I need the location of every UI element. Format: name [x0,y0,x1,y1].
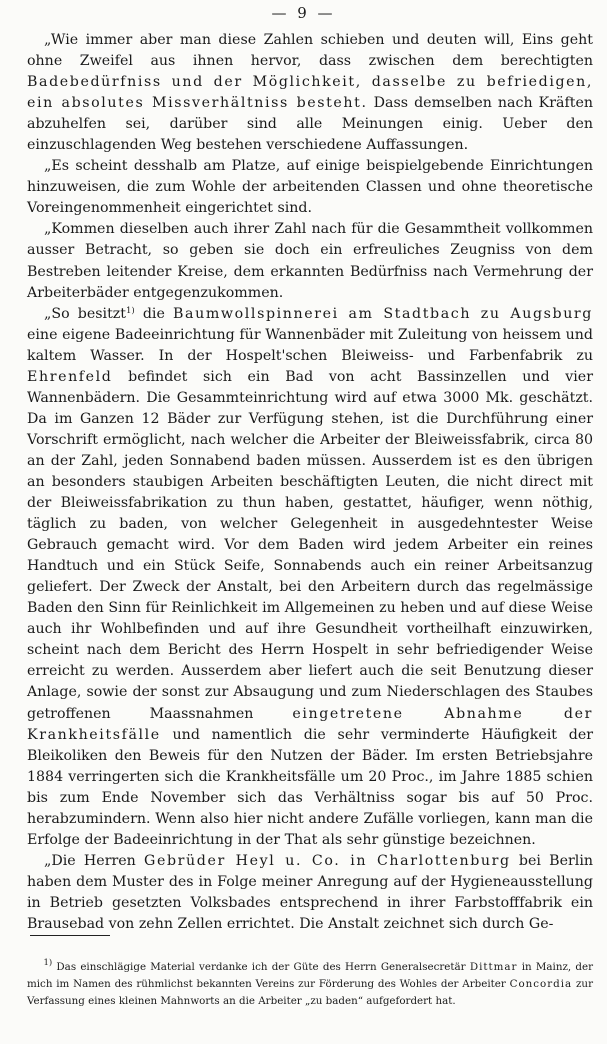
text-run: in Mainz, der mich im Namen des rühmlichst bekannten Vereins zur Förderung des Wohles der Arbeiter [27,961,593,990]
footnote-number: 1) [43,958,53,968]
paragraph-5 [27,851,593,935]
text-run: „Die Herren [44,852,145,869]
footnote-marker: 1) [125,305,135,316]
text-run: zur Verfassung eines kleinen Mahnworts an die Arbeiter „zu baden“ aufgefordert hat. [27,978,593,1007]
footnote [27,959,593,1010]
spaced-emphasis: Badebedürfniss und der Möglichkeit, dasselbe zu befriedigen, ein absolutes Missverhältniss besteht. [27,74,593,112]
text-run: die [134,305,174,322]
text-run: und namentlich die sehr verminderte Häufigkeit der Bleikoliken den Beweis für den Nutzen der Bäder. Im ersten Betriebsjahre 1884 verringerten sich die Krankheitsfälle um 20 Proc., im Jahre 1885 schien bis zum Ende November sich das Verhältniss sogar bis auf 50 Proc. herabzumindern. Wenn also hier nicht andere Zufälle vorliegen, kann man die Erfolge der Badeeinrichtung in der That als sehr günstige bezeichnen. [27,726,593,848]
paragraph-3 [27,219,593,303]
text-run: „Wie immer aber man diese Zahlen schieben und deuten will, Eins geht ohne Zweifel aus ihnen hervor, dass zwischen dem berechtigten [27,32,593,70]
paragraph-4 [27,304,593,851]
text-run: eine eigene Badeeinrichtung für Wannenbäder mit Zuleitung von heissem und kaltem Wasser. In der Hospelt'schen Bleiweiss- und Farbenfabrik zu [27,326,593,364]
text-run: bei Berlin haben dem Muster des in Folge meiner Anregung auf der Hygieneausstellung in Betrieb gesetzten Volksbades entsprechend in ihrer Farbstofffabrik ein Brausebad von zehn Zellen errichtet. Die Anstalt zeichnet sich durch Ge- [27,852,594,932]
body-text [27,30,593,935]
text-run: Dass demselben nach Kräften abzuhelfen sei, darüber sind alle Meinungen einig. Ueber den einzuschlagenden Weg bestehen verschiedene Auffassungen. [27,95,593,154]
spaced-emphasis: Baumwollspinnerei am Stadtbach zu Augsburg [173,305,593,322]
paragraph-2 [27,156,593,219]
text-run: befindet sich ein Bad von acht Bassinzellen und vier Wannenbädern. Die Gesammteinrichtung wird auf etwa 3000 Mk. geschätzt. Da im Ganzen 12 Bäder zur Verfügung stehen, ist die Durchführung einer Vorschrift ermöglicht, nach welcher die Arbeiter der Bleiweissfabrik, circa 80 an der Zahl, jeden Sonnabend baden müssen. Ausserdem ist es den übrigen an besonders staubigen Arbeiten beschäftigten Leuten, die nicht direct mit der Bleiweissfabrikation zu thun haben, gestattet, häufiger, wenn nöthig, täglich zu baden, von welcher Gelegenheit in ausgedehntester Weise Gebrauch gemacht wird. Vor dem Baden wird jedem Arbeiter ein reines Handtuch und ein Stück Seife, Sonnabends auch ein reiner Arbeitsanzug geliefert. Der Zweck der Anstalt, bei den Arbeitern durch das regelmässige Baden den Sinn für Reinlichkeit im Allgemeinen zu heben und auf diese Weise auch ihr Wohlbefinden und auf ihre Gesundheit vortheilhaft einzuwirken, scheint nach dem Bericht des Herrn Hospelt in sehr befriedigender Weise erreicht zu werden. Ausserdem aber liefert auch die seit Benutzung dieser Anlage, sowie der sonst zur Absaugung und zum Niederschlagen des Staubes getroffenen Maassnahmen [27,368,593,722]
spaced-emphasis: Concordia [509,978,573,990]
text-run: Das einschlägige Material verdanke ich der Güte des Herrn Generalsecretär [52,961,470,973]
page-number: — 9 — [271,4,336,22]
spaced-emphasis: Dittmar [469,961,518,973]
footnote-rule [30,935,110,936]
footnote-text [27,959,593,1010]
text-run: „Kommen dieselben auch ihrer Zahl nach für die Gesammtheit vollkommen ausser Betracht, so geben sie doch ein erfreuliches Zeugniss von dem Bestreben leitender Kreise, dem erkannten Bedürfniss nach Vermehrung der Arbeiterbäder entgegenzukommen. [27,221,593,301]
text-run: „So besitzt [44,305,126,322]
spaced-emphasis: Ehrenfeld [27,368,113,385]
paragraph-1 [27,30,593,156]
text-run: „Es scheint desshalb am Platze, auf einige beispielgebende Einrichtungen hinzuweisen, die zum Wohle der arbeitenden Classen und ohne theoretische Voreingenommenheit eingerichtet sind. [27,158,593,217]
spaced-emphasis: Gebrüder Heyl u. Co. in Charlottenburg [144,852,511,869]
spaced-emphasis: eingetretene Abnahme der Krankheitsfälle [27,705,593,743]
